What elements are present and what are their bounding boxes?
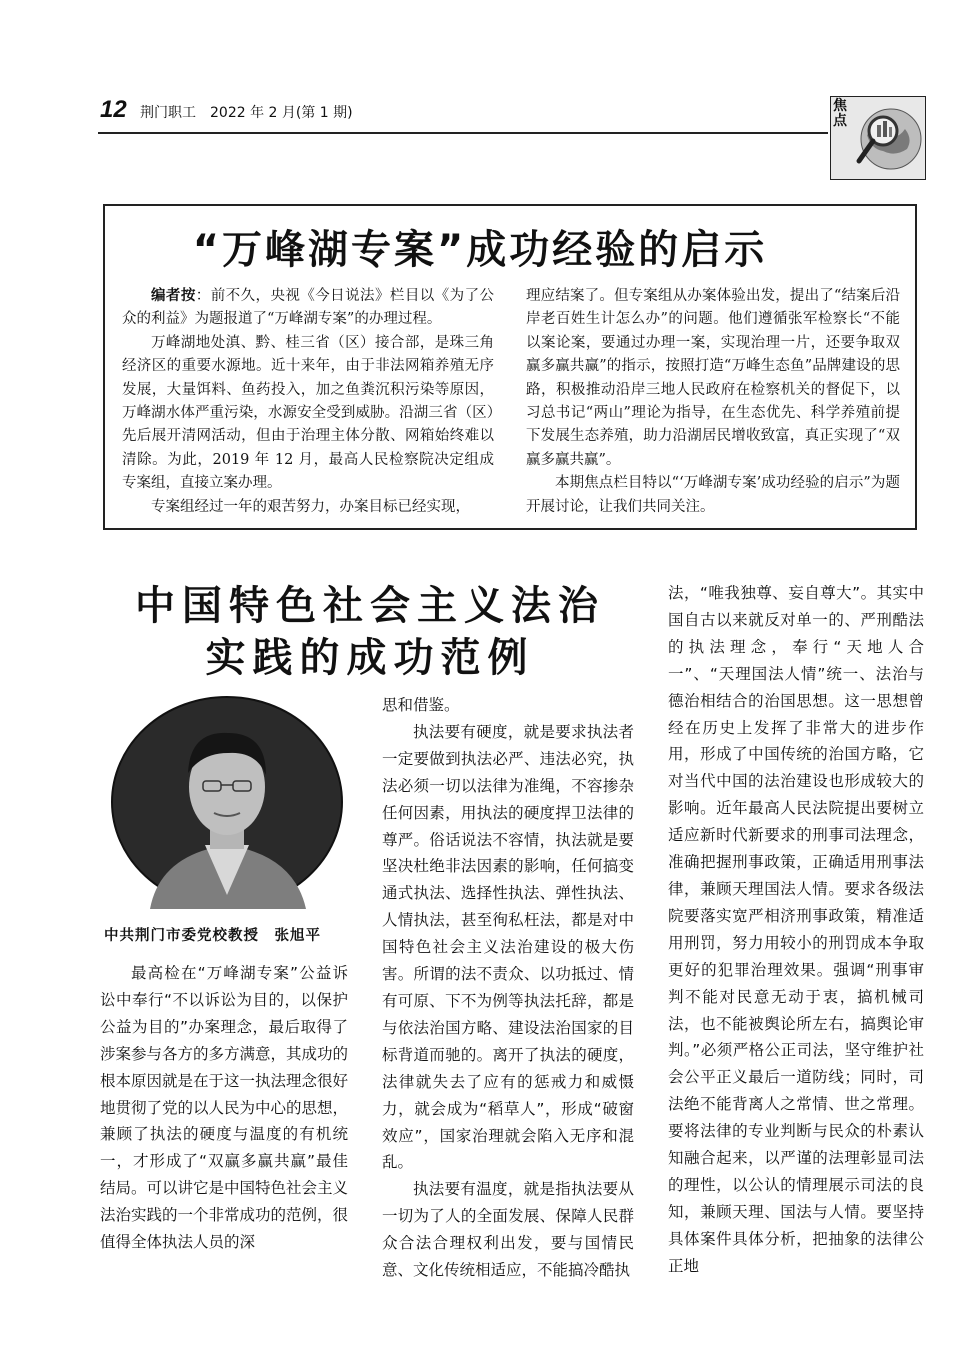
article-title-line: 实践的成功范例 — [205, 635, 535, 681]
issue-date: 2022 年 2 月(第 1 期) — [210, 105, 353, 121]
article-title — [100, 580, 640, 684]
article-title-line: 中国特色社会主义法治 — [135, 583, 605, 629]
header-rule — [98, 132, 828, 134]
editor-note-left-column — [122, 285, 494, 519]
page-number: 12 — [100, 96, 127, 123]
editor-note-paragraph: 专案组经过一年的艰苦努力，办案目标已经实现， — [151, 498, 470, 515]
editor-note-paragraph: 编者按：前不久，央视《今日说法》栏目以《为了公众的利益》为题报道了“万峰湖专案”的办理过程。 — [122, 288, 494, 328]
editor-note-label: 编者按 — [151, 288, 196, 304]
article-column-3 — [668, 580, 924, 1280]
editor-note-right-column — [526, 285, 900, 519]
editor-note-title: “万峰湖专案”成功经验的启示 — [192, 227, 768, 273]
article-column-1 — [100, 960, 348, 1256]
article-column-2 — [382, 692, 634, 1284]
editor-note-paragraph: 理应结案了。但专案组从办案体验出发，提出了“结案后沿岸老百姓生计怎么办”的问题。他们遵循张军检察长“不能以案论案，要通过办理一案，实现治理一片，还要争取双赢多赢共赢”的指示，按照打造“万峰生态鱼”品牌建设的思路，积极推动沿岸三地人民政府在检察机关的督促下，以习总书记“两山”理论为指导，在生态优先、科学养殖前提下发展生态养殖，助力沿湖居民增收致富，真正实现了“双赢多赢共赢”。 — [526, 288, 900, 468]
magnifier-globe-icon — [853, 105, 923, 175]
focus-column-badge — [830, 96, 926, 180]
author-portrait — [110, 695, 344, 909]
editor-note-paragraph: 本期焦点栏目特以“‘万峰湖专案’成功经验的启示”为题开展讨论，让我们共同关注。 — [526, 475, 900, 515]
article-paragraph: 执法要有温度，就是指执法要从一切为了人的全面发展、保障人民群众合法合理权利出发，要与国情民意、文化传统相适应，不能搞冷酷执 — [382, 1180, 634, 1280]
author-caption: 中共荆门市委党校教授 张旭平 — [104, 927, 321, 944]
editor-note-paragraph: 万峰湖地处滇、黔、桂三省（区）接合部，是珠三角经济区的重要水源地。近十来年，由于非法网箱养殖无序发展，大量饵料、鱼药投入，加之鱼粪沉积污染等原因，万峰湖水体严重污染，水源安全受到威胁。沿湖三省（区）先后展开清网活动，但由于治理主体分散、网箱始终难以清除。为此，2019 年 12 月，最高人民检察院决定组成专案组，直接立案办理。 — [122, 334, 494, 492]
article-paragraph: 法，“唯我独尊、妄自尊大”。其实中国自古以来就反对单一的、严刑酷法的执法理念，奉行“天地人合一”、“天理国法人情”统一、法治与德治相结合的治国思想。这一思想曾经在历史上发挥了非常大的进步作用，形成了中国传统的治国方略，它对当代中国的法治建设也形成较大的影响。近年最高人民法院提出要树立适应新时代新要求的刑事司法理念，准确把握刑事政策，正确适用刑事法律，兼顾天理国法人情。要求各级法院要落实宽严相济刑事政策，精准适用刑罚，努力用较小的刑罚成本争取更好的犯罪治理效果。强调“刑事审判不能对民意无动于衷，搞机械司法，也不能被舆论所左右，搞舆论审判。”必须严格公正司法，坚守维护社会公平正义最后一道防线；同时，司法绝不能背离人之常情、世之常理。要将法律的专业判断与民众的朴素认知融合起来，以严谨的法理彰显司法的理性，以公认的情理展示司法的良知，兼顾天理、国法与人情。要坚持具体案件具体分析，把抽象的法律公正地 — [668, 584, 924, 1275]
article-paragraph: 执法要有硬度，就是要求执法者一定要做到执法必严、违法必究，执法必须一切以法律为准绳，不容掺杂任何因素，用执法的硬度捍卫法律的尊严。俗话说法不容情，执法就是要坚决杜绝非法因素的影响，任何搞变通式执法、选择性执法、弹性执法、人情执法，甚至徇私枉法，都是对中国特色社会主义法治建设的极大伤害。所谓的法不责众、以功抵过、情有可原、下不为例等执法托辞，都是与依法治国方略、建设法治国家的目标背道而驰的。离开了执法的硬度，法律就失去了应有的惩戒力和威慑力，就会成为“稻草人”，形成“破窗效应”，国家治理就会陷入无序和混乱。 — [382, 722, 634, 1172]
article-paragraph: 最高检在“万峰湖专案”公益诉讼中奉行“不以诉讼为目的，以保护公益为目的”办案理念，最后取得了涉案参与各方的多方满意，其成功的根本原因就是在于这一执法理念很好地贯彻了党的以人民为中心的思想，兼顾了执法的硬度与温度的有机统一，才形成了“双赢多赢共赢”最佳结局。可以讲它是中国特色社会主义法治实践的一个非常成功的范例，很值得全体执法人员的深 — [100, 964, 349, 1252]
article-paragraph: 思和借鉴。 — [382, 696, 460, 714]
publication-name: 荆门职工 — [140, 105, 196, 121]
focus-label: 焦点 — [833, 98, 847, 129]
